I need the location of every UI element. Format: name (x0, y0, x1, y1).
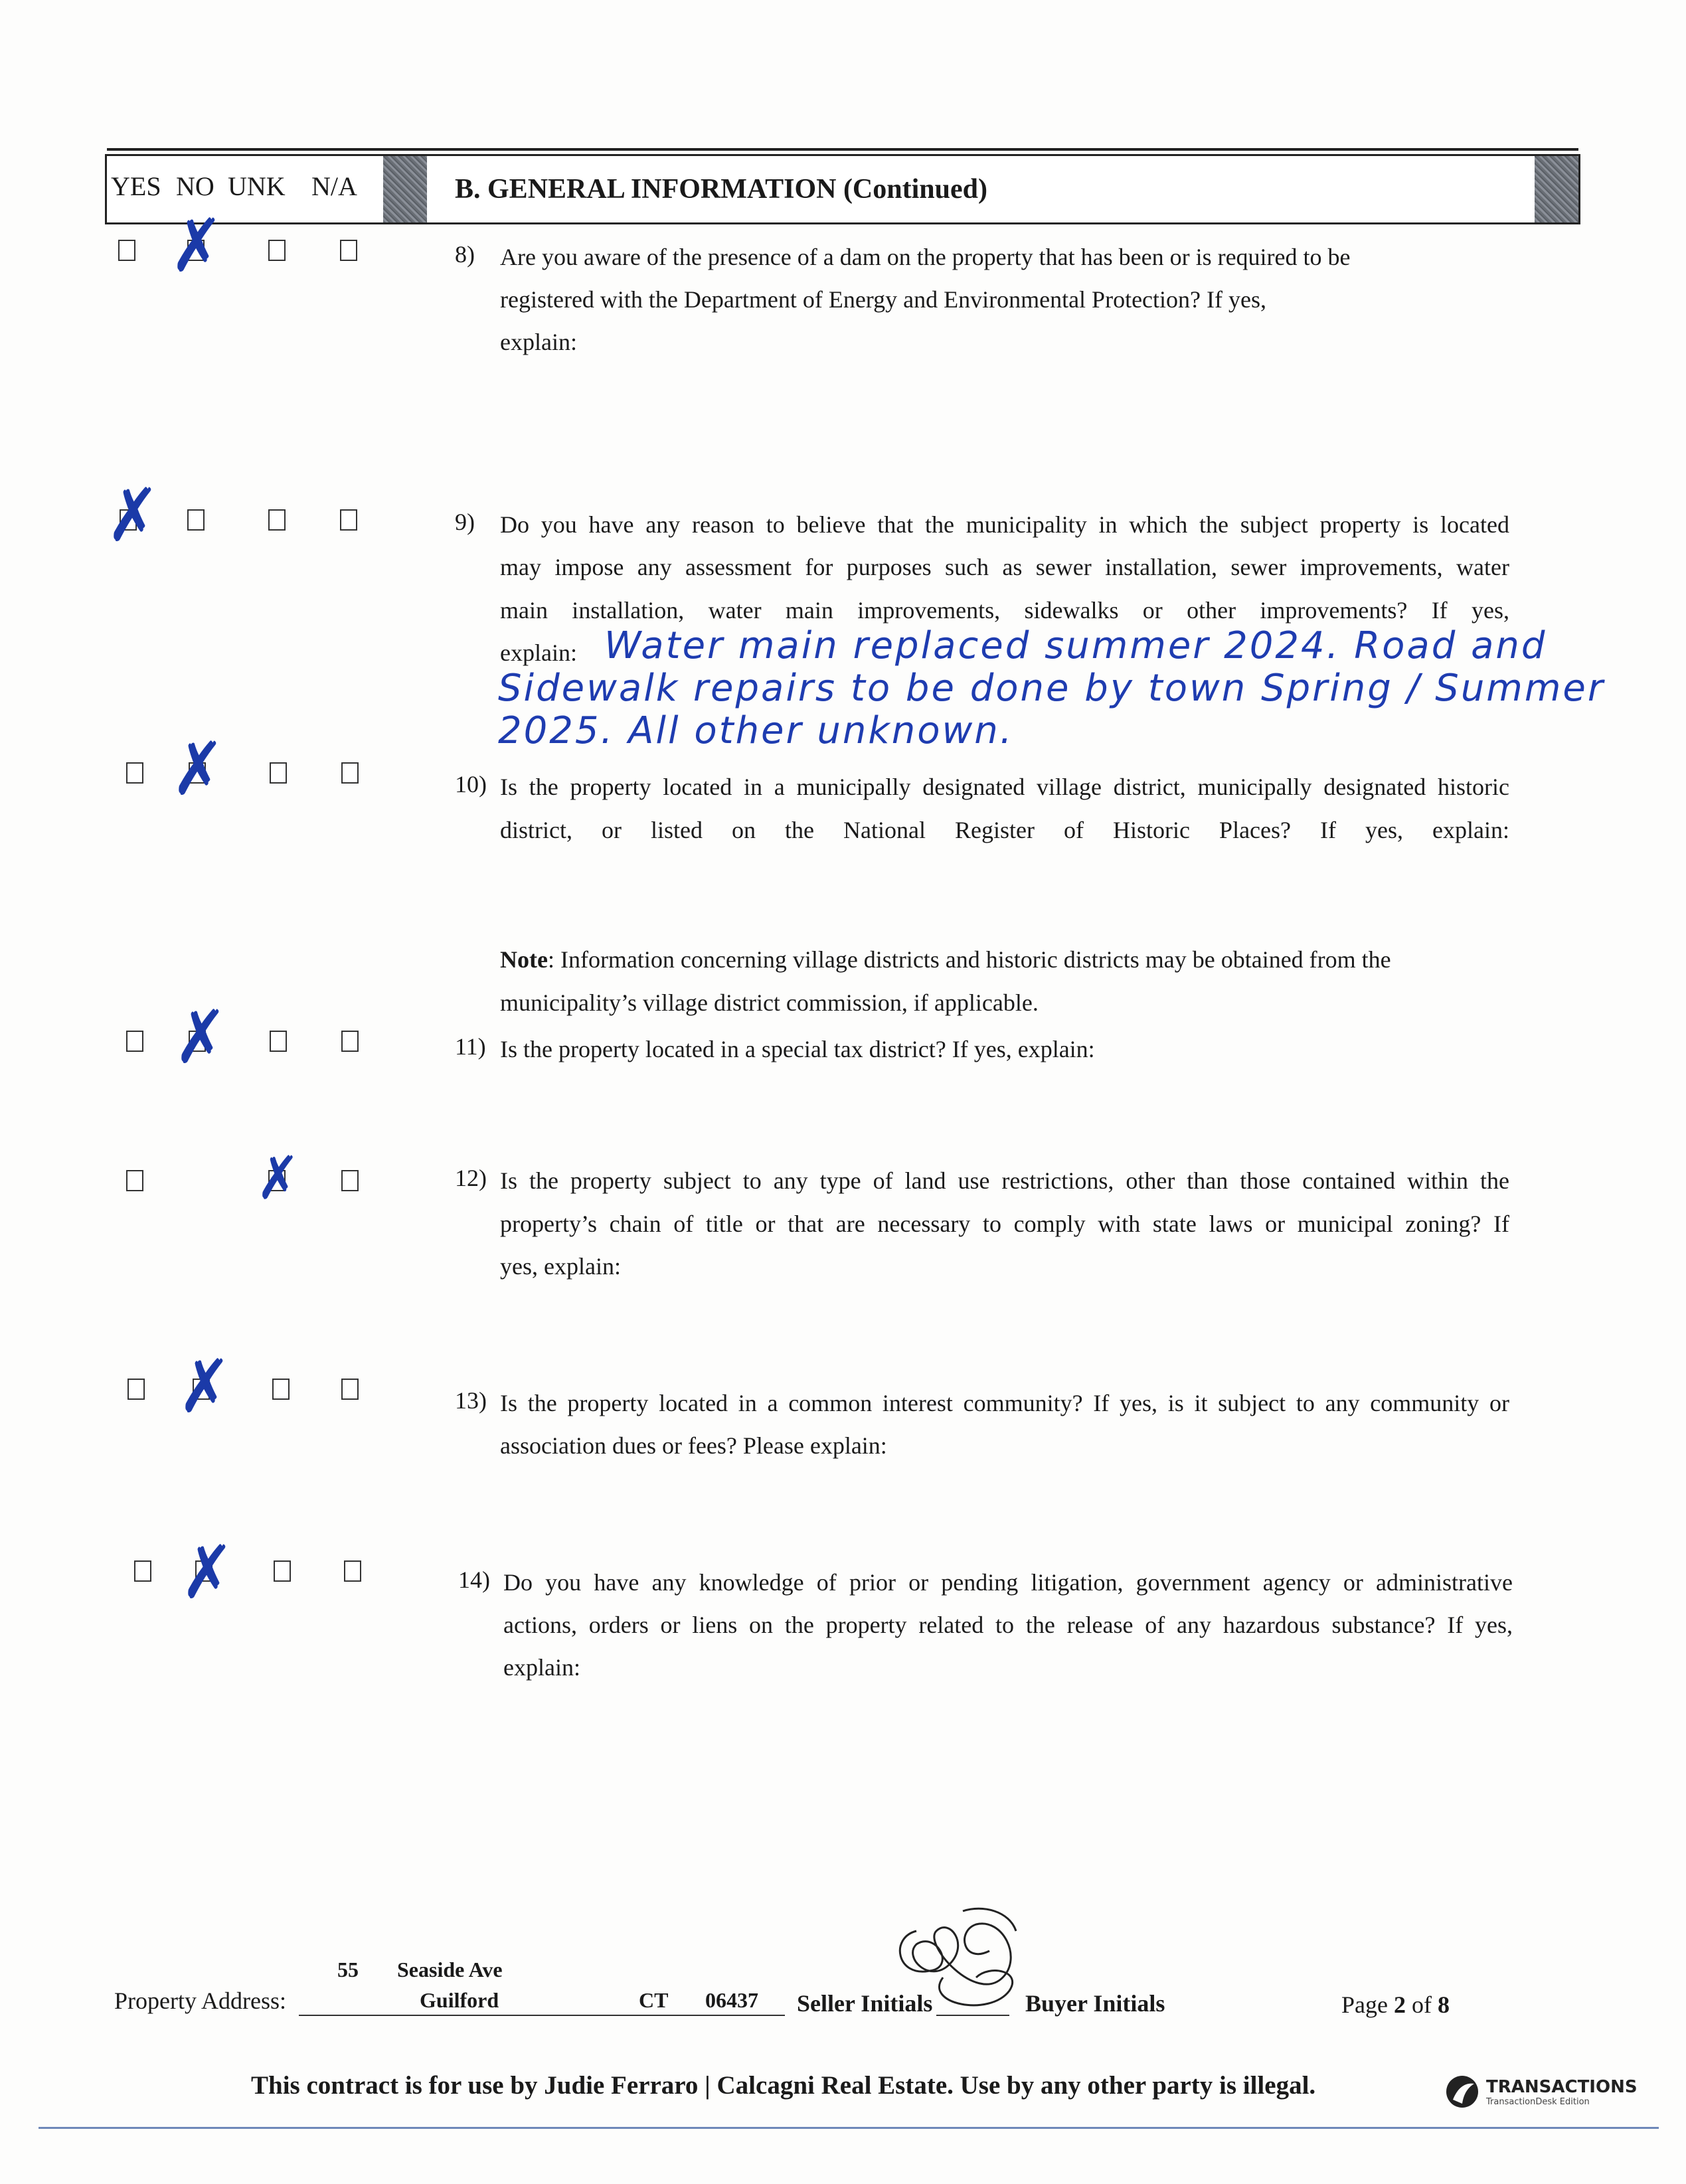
q9-number: 9) (455, 509, 475, 535)
q12-line-3: yes, explain: (500, 1253, 621, 1280)
state: CT (639, 1988, 669, 2012)
q8-number: 8) (455, 241, 475, 268)
q10-yes-checkbox[interactable] (126, 762, 143, 784)
col-na: N/A (311, 171, 357, 201)
seller-initials-label: Seller Initials (797, 1990, 933, 2017)
q12-yes-checkbox[interactable] (126, 1170, 143, 1191)
q8-na-checkbox[interactable] (340, 240, 357, 261)
q9-line-3: main installation, water main improvements, sidewalks or other improvements? If yes, (500, 597, 1509, 624)
page-indicator (1341, 1991, 1450, 2019)
q8-unk-checkbox[interactable] (268, 240, 286, 261)
q8-yes-checkbox[interactable] (118, 240, 135, 261)
q14-unk-checkbox[interactable] (274, 1560, 291, 1582)
page-current: 2 (1393, 1991, 1406, 2018)
q9-na-checkbox[interactable] (340, 509, 357, 531)
q9-handwritten-line-3: 2025. All other unknown. (498, 709, 1014, 752)
page-prefix: Page (1341, 1991, 1388, 2018)
q9-handwritten-line-2: Sidewalk repairs to be done by town Spring / Summer (498, 667, 1605, 710)
q14-na-checkbox[interactable] (344, 1560, 361, 1582)
street-name: Seaside Ave (397, 1958, 503, 1981)
q14-line-3: explain: (503, 1654, 580, 1681)
q10-unk-checkbox[interactable] (270, 762, 287, 784)
zip: 06437 (705, 1988, 758, 2012)
q8-line-1: Are you aware of the presence of a dam on the property that has been or is required to be (500, 244, 1351, 270)
q10-note-text-1: : Information concerning village districts and historic districts may be obtained from the (547, 946, 1391, 973)
address-underline (299, 2015, 785, 2016)
q9-unk-checkbox[interactable] (268, 509, 286, 531)
q12-line-1: Is the property subject to any type of land use restrictions, other than those contained within the (500, 1167, 1509, 1194)
transactions-logo-name: TRANSACTIONS (1486, 2077, 1638, 2097)
q11-yes-checkbox[interactable] (126, 1031, 143, 1052)
q10-note-label: Note (500, 946, 548, 973)
q8-line-3: explain: (500, 329, 577, 355)
q10-number: 10) (455, 771, 487, 798)
q8-no-check-mark: ✗ (170, 203, 224, 289)
q10-line-2: district, or listed on the National Register of Historic Places? If yes, explain: (500, 817, 1509, 843)
q13-na-checkbox[interactable] (341, 1379, 359, 1400)
q10-na-checkbox[interactable] (341, 762, 359, 784)
seller-initials-signature (877, 1904, 1036, 2024)
q12-line-2: property’s chain of title or that are necessary to comply with state laws or municipal zoning? If (500, 1211, 1509, 1237)
q11-unk-checkbox[interactable] (270, 1031, 287, 1052)
section-header (105, 154, 1580, 224)
q11-no-check-mark: ✗ (174, 994, 228, 1080)
q9-no-checkbox[interactable] (187, 509, 205, 531)
transactions-logo-icon (1444, 2073, 1481, 2110)
q10-note-line-1 (500, 946, 1391, 973)
col-unk: UNK (228, 171, 286, 201)
q13-yes-checkbox[interactable] (127, 1379, 145, 1400)
answer-columns-header (107, 171, 380, 358)
header-shade-right (1535, 156, 1578, 222)
q14-line-2: actions, orders or liens on the property related to the release of any hazardous substance? If yes, (503, 1612, 1513, 1638)
q14-number: 14) (458, 1566, 490, 1593)
page-total: 8 (1437, 1991, 1450, 2018)
q12-na-checkbox[interactable] (341, 1170, 359, 1191)
q11-na-checkbox[interactable] (341, 1031, 359, 1052)
q8-line-2: registered with the Department of Energy and Environmental Protection? If yes, (500, 286, 1266, 313)
q11-number: 11) (455, 1033, 486, 1060)
q12-number: 12) (455, 1165, 487, 1191)
q14-no-check-mark: ✗ (181, 1529, 234, 1616)
q9-yes-check-mark: ✗ (106, 472, 160, 558)
q9-line-1: Do you have any reason to believe that the municipality in which the subject property is located (500, 511, 1509, 538)
contract-usage-note: This contract is for use by Judie Ferraro | Calcagni Real Estate. Use by any other party is illegal. (251, 2071, 1316, 2100)
col-no: NO (176, 171, 214, 201)
q13-no-check-mark: ✗ (178, 1343, 232, 1430)
city: Guilford (420, 1988, 499, 2012)
q12-unk-check-mark: ✗ (256, 1144, 300, 1213)
q11-line-1: Is the property located in a special tax district? If yes, explain: (500, 1036, 1095, 1062)
col-yes: YES (111, 171, 161, 201)
bottom-rule (39, 2127, 1659, 2129)
header-shade-left (383, 156, 427, 222)
q14-yes-checkbox[interactable] (134, 1560, 151, 1582)
q13-line-2: association dues or fees? Please explain: (500, 1432, 887, 1459)
buyer-initials-label: Buyer Initials (1025, 1990, 1165, 2017)
q9-line-2: may impose any assessment for purposes such as sewer installation, sewer improvements, water (500, 554, 1509, 580)
transactions-logo-subtitle: TransactionDesk Edition (1486, 2097, 1590, 2107)
q13-number: 13) (455, 1387, 487, 1414)
page-of: of (1411, 1991, 1432, 2018)
section-title: B. GENERAL INFORMATION (Continued) (455, 174, 987, 205)
q13-unk-checkbox[interactable] (272, 1379, 290, 1400)
q9-handwritten-line-1: Water main replaced summer 2024. Road and (604, 624, 1547, 667)
q10-line-1: Is the property located in a municipally designated village district, municipally designated historic (500, 774, 1509, 800)
q9-line-4: explain: (500, 639, 577, 666)
street-number: 55 (337, 1958, 359, 1981)
q13-line-1: Is the property located in a common interest community? If yes, is it subject to any community or (500, 1390, 1509, 1416)
q10-no-check-mark: ✗ (171, 726, 225, 812)
property-address-label: Property Address: (114, 1987, 286, 2014)
q10-note-line-2: municipality’s village district commission, if applicable. (500, 989, 1039, 1016)
q14-line-1: Do you have any knowledge of prior or pending litigation, government agency or administrative (503, 1569, 1513, 1596)
